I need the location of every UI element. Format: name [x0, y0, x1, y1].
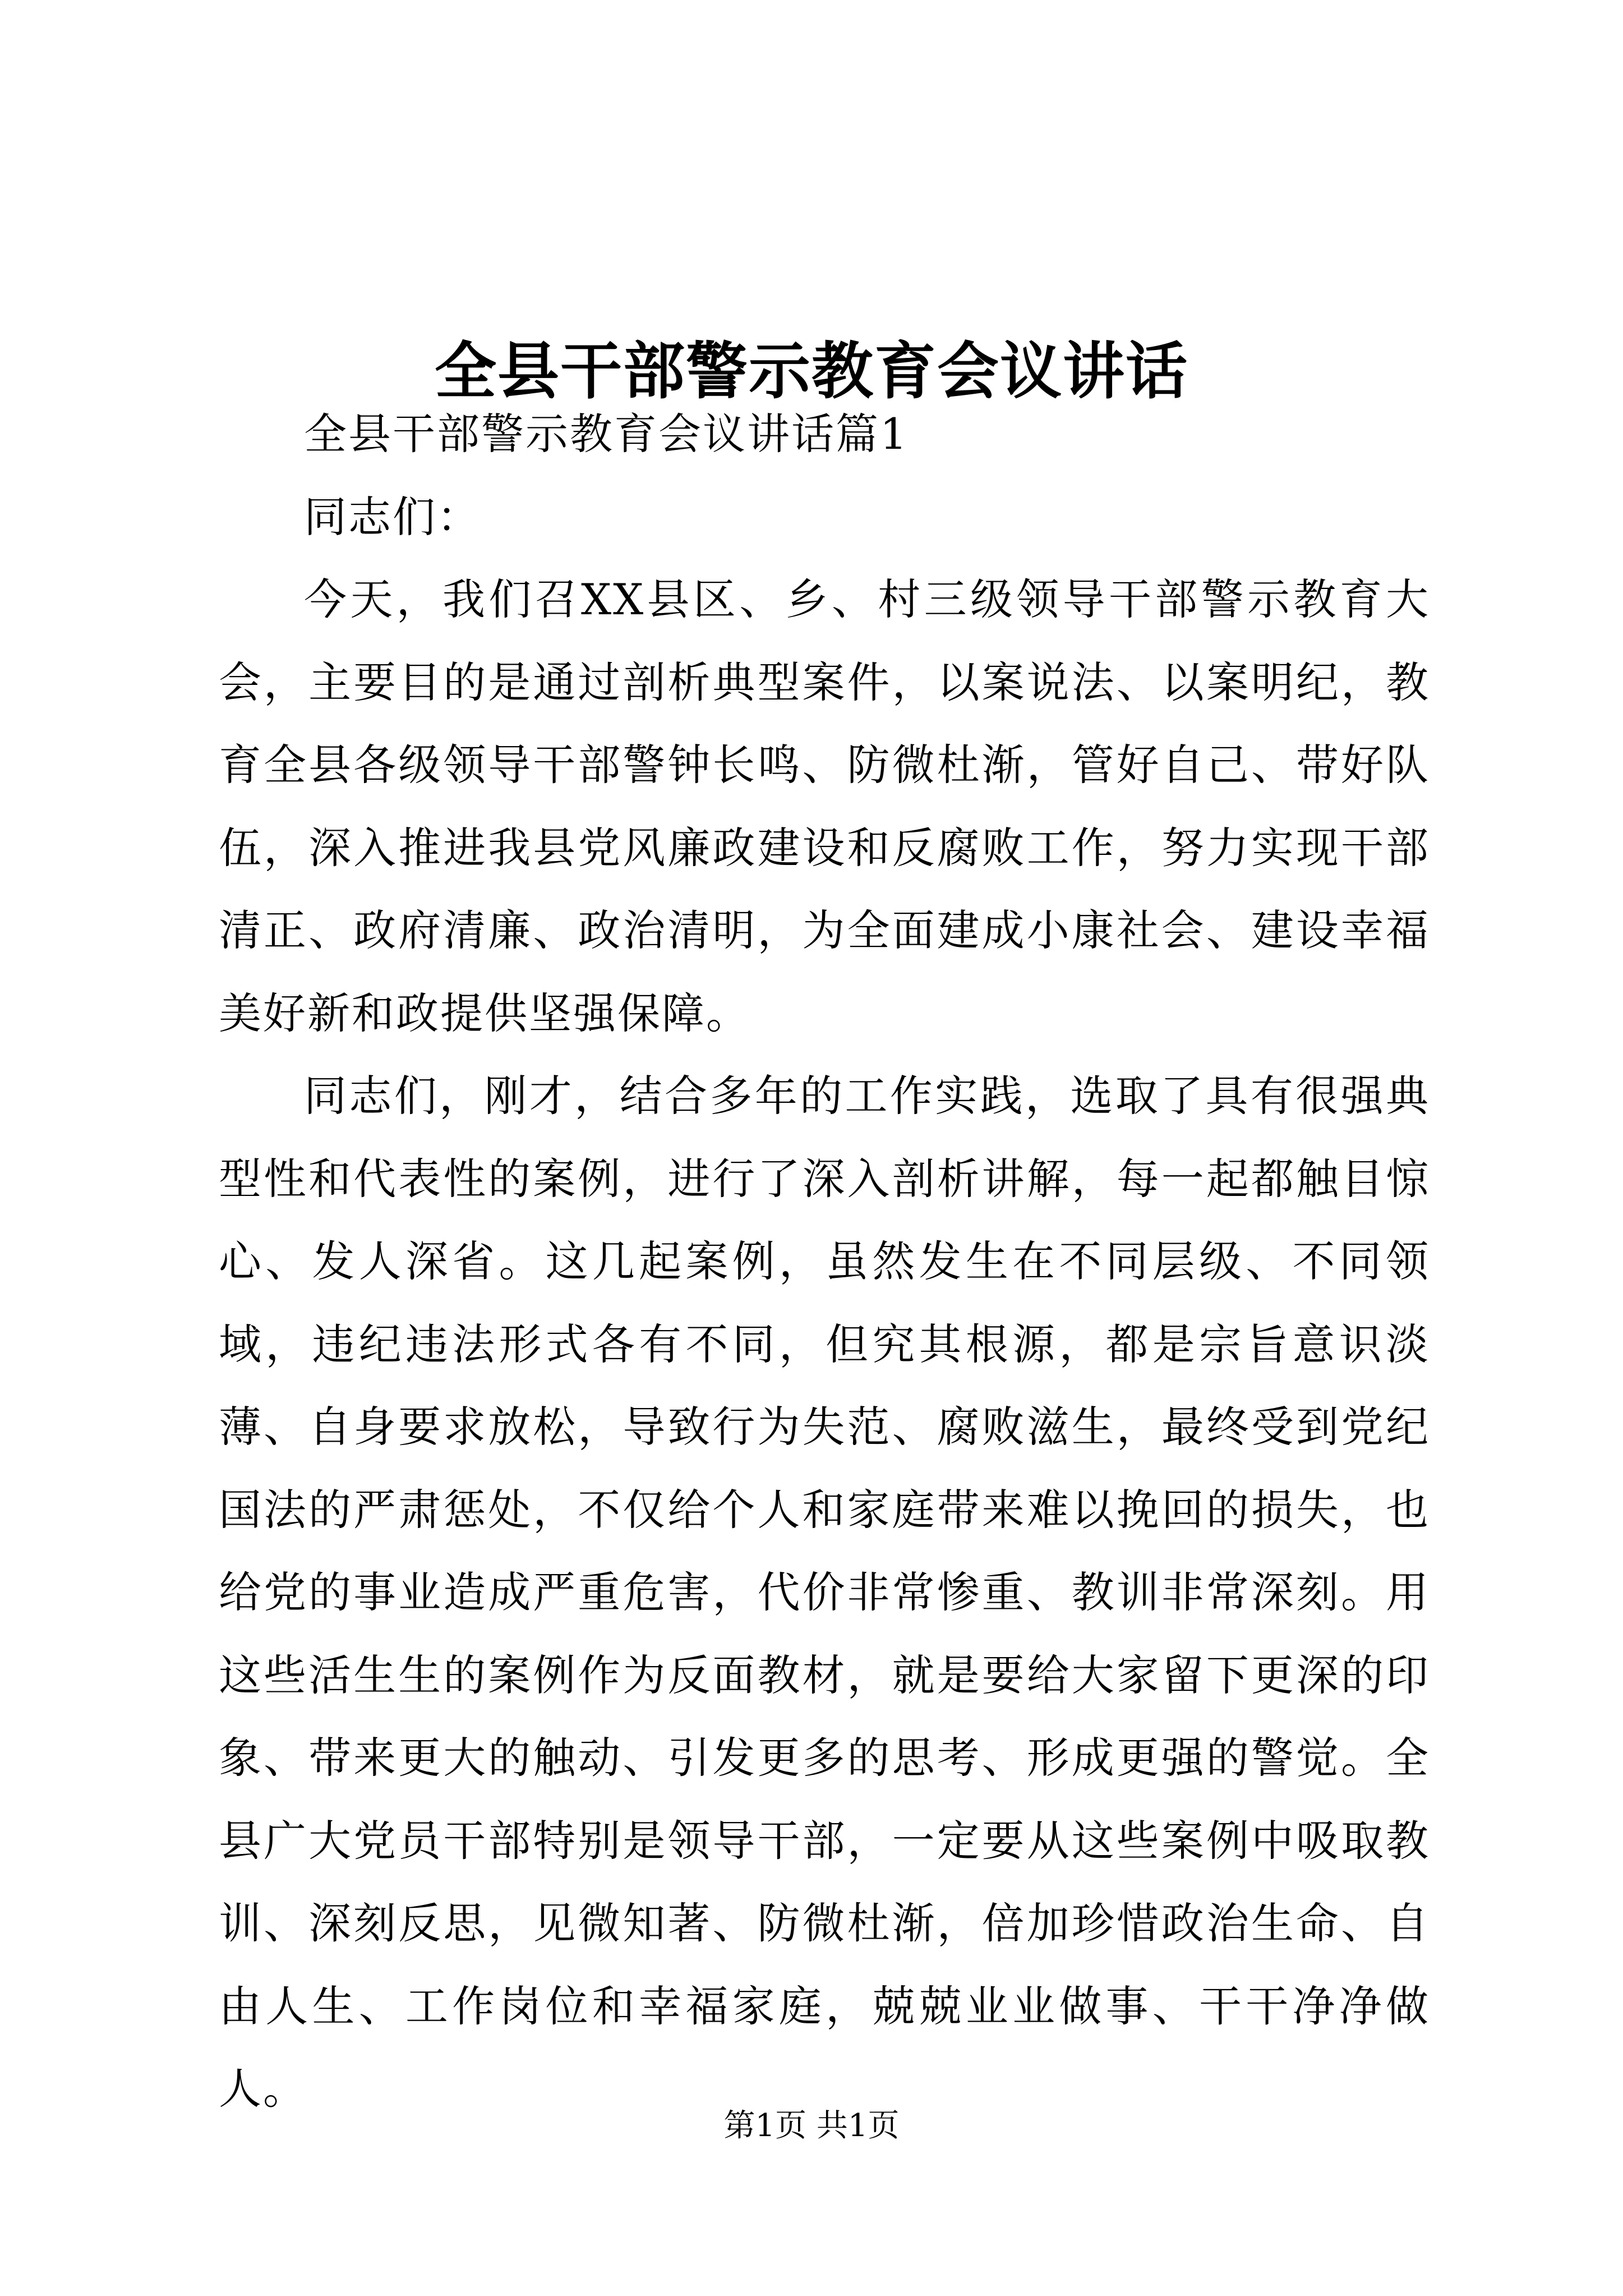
document-body [219, 393, 1430, 2131]
paragraph-1: 今天，我们召XX县区、乡、村三级领导干部警示教育大会，主要目的是通过剖析典型案件，以案说法、以案明纪，教育全县各级领导干部警钟长鸣、防微杜渐，管好自己、带好队伍，深入推进我县党风廉政建设和反腐败工作，努力实现干部清正、政府清廉、政治清明，为全面建成小康社会、建设幸福美好新和政提供坚强保障。 [219, 574, 1430, 1038]
document-subtitle: 全县干部警示教育会议讲话篇1 [304, 409, 909, 459]
document-title: 全县干部警示教育会议讲话 [435, 334, 1188, 407]
paragraph-2: 同志们，刚才，结合多年的工作实践，选取了具有很强典型性和代表性的案例，进行了深入剖析讲解，每一起都触目惊心、发人深省。这几起案例，虽然发生在不同层级、不同领域，违纪违法形式各有不同，但究其根源，都是宗旨意识淡薄、自身要求放松，导致行为失范、腐败滋生，最终受到党纪国法的严肃惩处，不仅给个人和家庭带来难以挽回的损失，也给党的事业造成严重危害，代价非常惨重、教训非常深刻。用这些活生生的案例作为反面教材，就是要给大家留下更深的印象、带来更大的触动、引发更多的思考、形成更强的警觉。全县广大党员干部特别是领导干部，一定要从这些案例中吸取教训、深刻反思，见微知著、防微杜渐，倍加珍惜政治生命、自由人生、工作岗位和幸福家庭，兢兢业业做事、干干净净做人。 [219, 1071, 1430, 2114]
salutation: 同志们： [304, 491, 481, 542]
page-footer: 第1页 共1页 [723, 2108, 900, 2144]
